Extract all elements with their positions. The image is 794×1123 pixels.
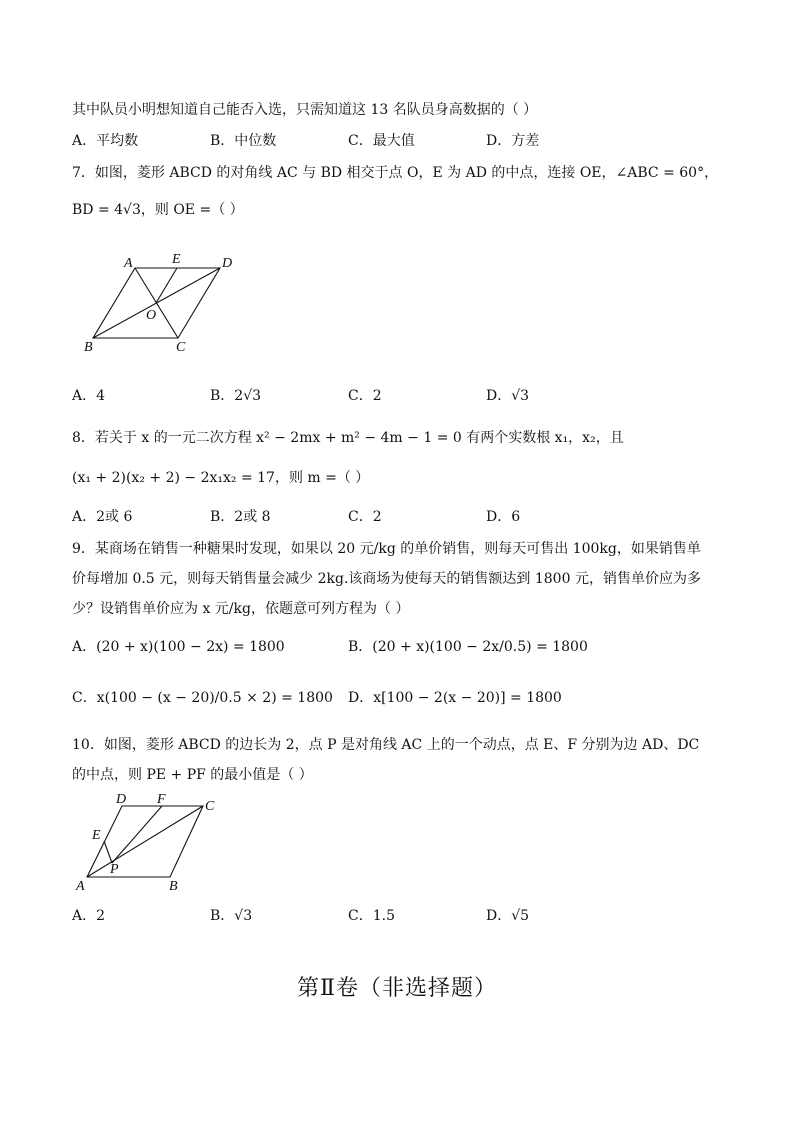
q10-option-c: C．1.5 (348, 908, 395, 924)
q6-option-d: D．方差 (486, 133, 540, 149)
section-title: 第Ⅱ卷（非选择题） (297, 976, 497, 1001)
q10-label-f: F (157, 792, 166, 807)
q10-stem-line1: 10．如图，菱形 ABCD 的边长为 2，点 P 是对角线 AC 上的一个动点，点 E、F 分别为边 AD、DC (72, 737, 700, 753)
q8-option-b: B．2或 8 (210, 509, 271, 525)
q7-label-d: D (222, 256, 233, 271)
q7-rhombus-figure (80, 250, 240, 360)
q10-label-d: D (116, 792, 127, 807)
q8-stem-line1: 8．若关于 x 的一元二次方程 x² − 2mx + m² − 4m − 1 = 0 有两个实数根 x₁，x₂，且 (72, 430, 624, 446)
q9-option-b: B．(20 + x)(100 − 2x/0.5) = 1800 (348, 639, 588, 655)
q6-stem: 其中队员小明想知道自己能否入选，只需知道这 13 名队员身高数据的（ ） (72, 102, 538, 118)
q9-stem-line3: 少？设销售单价应为 x 元/kg，依题意可列方程为（ ） (72, 601, 410, 617)
q7-stem-line1: 7．如图，菱形 ABCD 的对角线 AC 与 BD 相交于点 O，E 为 AD 的中点，连接 OE，∠ABC = 60°， (72, 165, 719, 181)
q9-option-d: D．x[100 − 2(x − 20)] = 1800 (348, 690, 562, 706)
q6-option-a: A．平均数 (72, 133, 139, 149)
q8-option-a: A．2或 6 (72, 509, 133, 525)
q7-label-o: O (146, 308, 157, 323)
q10-stem-line2: 的中点，则 PE + PF 的最小值是（ ） (72, 767, 313, 783)
q10-label-c: C (205, 799, 215, 814)
q10-label-p: P (110, 862, 119, 877)
q9-option-c: C．x(100 − (x − 20)/0.5 × 2) = 1800 (72, 690, 333, 706)
q7-label-b: B (84, 340, 93, 355)
q6-option-b: B．中位数 (210, 133, 277, 149)
q7-option-b: B．2√3 (210, 388, 262, 404)
q8-stem-line2: (x₁ + 2)(x₂ + 2) − 2x₁x₂ = 17，则 m =（ ） (72, 470, 370, 486)
q7-label-a: A (124, 256, 133, 271)
q9-option-a: A．(20 + x)(100 − 2x) = 1800 (72, 639, 285, 655)
q7-option-d: D．√3 (486, 388, 530, 404)
q10-label-a: A (76, 879, 85, 894)
q8-option-d: D．6 (486, 509, 521, 525)
q6-option-c: C．最大值 (348, 133, 415, 149)
q7-option-c: C．2 (348, 388, 382, 404)
q10-label-e: E (92, 828, 101, 843)
q9-stem-line2: 价每增加 0.5 元，则每天销售量会减少 2kg.该商场为使每天的销售额达到 1800 元，销售单价应为多 (72, 571, 701, 587)
q10-option-a: A．2 (72, 908, 106, 924)
q10-option-b: B．√3 (210, 908, 253, 924)
q10-segment-pf (112, 806, 162, 863)
q7-option-a: A．4 (72, 388, 106, 404)
q10-segment-pe (104, 841, 112, 863)
q7-label-e: E (172, 252, 181, 267)
q10-option-d: D．√5 (486, 908, 530, 924)
q10-label-b: B (169, 879, 178, 894)
q10-rhombus-figure (70, 790, 230, 895)
q7-stem-line2: BD = 4√3，则 OE =（ ） (72, 202, 244, 218)
q9-stem-line1: 9．某商场在销售一种糖果时发现，如果以 20 元/kg 的单价销售，则每天可售出 100kg，如果销售单 (72, 541, 701, 557)
q7-label-c: C (176, 340, 186, 355)
q8-option-c: C．2 (348, 509, 382, 525)
